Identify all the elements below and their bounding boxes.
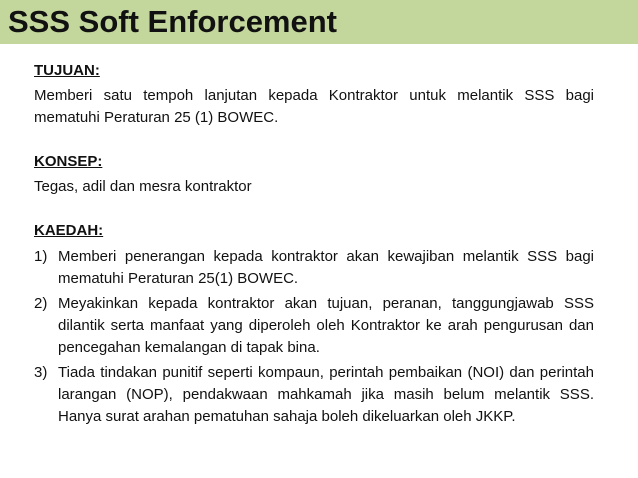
list-item [34,293,594,359]
title-bar [0,0,638,44]
konsep-heading: KONSEP: [34,153,103,170]
list-item-text: Memberi penerangan kepada kontraktor akan kewajiban melantik SSS bagi mematuhi Peraturan 25(1) BOWEC. [58,248,594,287]
list-item [34,246,594,290]
spacer [34,198,594,220]
list-item [34,362,594,428]
tujuan-text: Memberi satu tempoh lanjutan kepada Kontraktor untuk melantik SSS bagi mematuhi Peraturan 25 (1) BOWEC. [34,87,594,126]
tujuan-heading: TUJUAN: [34,62,100,79]
konsep-text: Tegas, adil dan mesra kontraktor [34,178,252,195]
list-item-number: 1) [34,248,48,265]
slide-title: SSS Soft Enforcement [8,4,337,39]
list-item-number: 3) [34,364,48,381]
kaedah-heading: KAEDAH: [34,222,104,239]
slide-content [34,60,594,431]
kaedah-list [34,246,594,428]
spacer [34,129,594,151]
list-item-text: Meyakinkan kepada kontraktor akan tujuan, peranan, tanggungjawab SSS dilantik serta manfaat yang diperoleh oleh Kontraktor ke arah pengurusan dan pencegahan kemalangan di tapak bina. [58,295,594,356]
list-item-number: 2) [34,295,48,312]
list-item-text: Tiada tindakan punitif seperti kompaun, perintah pembaikan (NOI) dan perintah larangan (NOP), pendakwaan mahkamah jika masih belum melantik SSS. Hanya surat arahan pematuhan sahaja boleh dikeluarkan oleh JKKP. [58,364,594,425]
